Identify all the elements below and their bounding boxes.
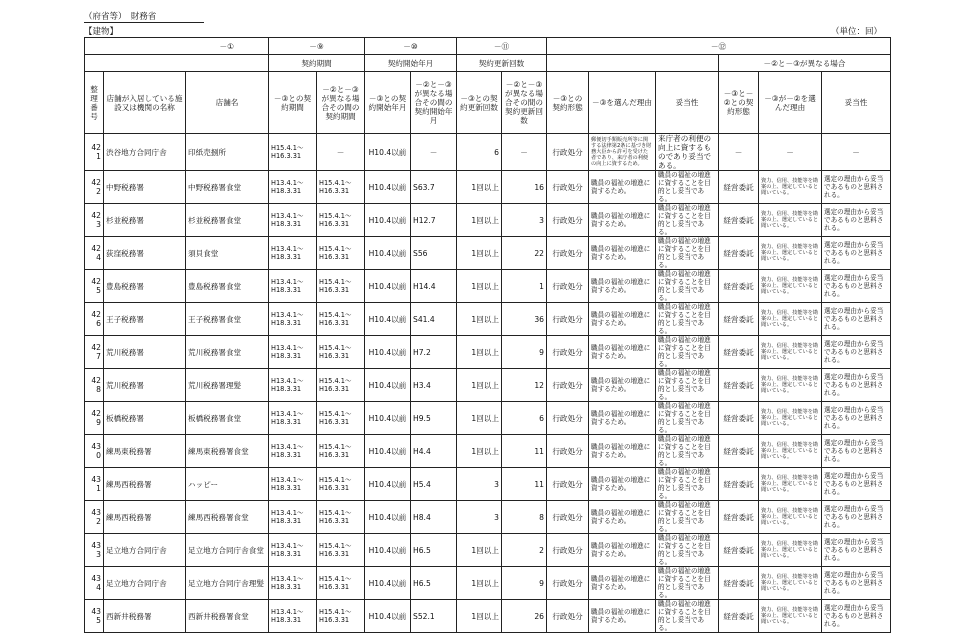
header-col12: －⑫	[547, 38, 891, 55]
contract-start-cell: H10.4以前	[365, 468, 411, 501]
contract-start-cell: H10.4以前	[365, 204, 411, 237]
contract-period-23-cell: H15.4.1～ H16.3.31	[317, 468, 365, 501]
contract-form-cell: 行政処分	[547, 534, 589, 567]
validity-cell: 来庁者の利便の向上に資するものであり妥当である。	[656, 134, 719, 171]
contract-period-23-cell: H15.4.1～ H16.3.31	[317, 534, 365, 567]
contract-form-cell: 行政処分	[547, 501, 589, 534]
contract-form-23-cell: 経営委託	[719, 369, 759, 402]
facility-cell: 足立地方合同庁舎	[104, 567, 186, 600]
selection-reason-cell: 職員の福祉の増進に資するため。	[589, 303, 656, 336]
table-row	[85, 402, 891, 435]
header-period-3: －③との契約期間	[269, 72, 317, 134]
row-number: 434	[85, 567, 104, 600]
validity-23-cell: 選定の理由から妥当であるものと思料される。	[822, 600, 891, 633]
shop-name-cell: 杉並税務署食堂	[186, 204, 269, 237]
validity-cell: 職員の福祉の増進に資することを目的とし妥当である。	[656, 303, 719, 336]
contract-start-23-cell: H5.4	[411, 468, 457, 501]
selection-reason-23-cell: 資力、信用、技能等を勘案の上、選定していると聞いている。	[759, 204, 822, 237]
selection-reason-cell: 職員の福祉の増進に資するため。	[589, 336, 656, 369]
contract-period-23-cell: －	[317, 134, 365, 171]
renewal-count-23-cell: 16	[502, 171, 547, 204]
contract-start-cell: H10.4以前	[365, 270, 411, 303]
shop-name-cell: 足立地方合同庁舎食堂	[186, 534, 269, 567]
renewal-count-cell: 1回以上	[457, 336, 502, 369]
table-row	[85, 204, 891, 237]
contract-period-cell: H13.4.1～ H18.3.31	[269, 369, 317, 402]
renewal-count-23-cell: 26	[502, 600, 547, 633]
contract-form-23-cell: 経営委託	[719, 435, 759, 468]
validity-23-cell: 選定の理由から妥当であるものと思料される。	[822, 501, 891, 534]
selection-reason-23-cell: －	[759, 134, 822, 171]
contract-start-cell: H10.4以前	[365, 534, 411, 567]
contract-start-cell: H10.4以前	[365, 134, 411, 171]
validity-cell: 職員の福祉の増進に資することを目的とし妥当である。	[656, 237, 719, 270]
shop-name-cell: 練馬西税務署食堂	[186, 501, 269, 534]
header-validity: 妥当性	[656, 72, 719, 134]
facility-cell: 西新井税務署	[104, 600, 186, 633]
table-header	[85, 38, 891, 134]
contract-form-23-cell: 経営委託	[719, 468, 759, 501]
ministry-label: （府省等） 財務省	[84, 12, 204, 23]
contract-start-23-cell: S41.4	[411, 303, 457, 336]
shop-name-cell: 板橋税務署食堂	[186, 402, 269, 435]
selection-reason-cell: 職員の福祉の増進に資するため。	[589, 567, 656, 600]
validity-cell: 職員の福祉の増進に資することを目的とし妥当である。	[656, 567, 719, 600]
facility-cell: 渋谷地方合同庁舎	[104, 134, 186, 171]
selection-reason-23-cell: 資力、信用、技能等を勘案の上、選定していると聞いている。	[759, 336, 822, 369]
contract-start-cell: H10.4以前	[365, 435, 411, 468]
contract-period-23-cell: H15.4.1～ H16.3.31	[317, 501, 365, 534]
contract-form-23-cell: －	[719, 134, 759, 171]
contract-period-23-cell: H15.4.1～ H16.3.31	[317, 336, 365, 369]
contract-form-23-cell: 経営委託	[719, 270, 759, 303]
validity-23-cell: 選定の理由から妥当であるものと思料される。	[822, 567, 891, 600]
row-number: 432	[85, 501, 104, 534]
renewal-count-cell: 3	[457, 468, 502, 501]
table-row	[85, 369, 891, 402]
facility-cell: 杉並税務署	[104, 204, 186, 237]
renewal-count-cell: 1回以上	[457, 567, 502, 600]
validity-23-cell: －	[822, 134, 891, 171]
table-row	[85, 134, 891, 171]
header-reason-3: －③を選んだ理由	[589, 72, 656, 134]
renewal-count-cell: 6	[457, 134, 502, 171]
contract-form-23-cell: 経営委託	[719, 237, 759, 270]
contract-start-cell: H10.4以前	[365, 237, 411, 270]
validity-23-cell: 選定の理由から妥当であるものと思料される。	[822, 336, 891, 369]
table-row	[85, 501, 891, 534]
validity-cell: 職員の福祉の増進に資することを目的とし妥当である。	[656, 534, 719, 567]
header-contract-start: 契約開始年月	[365, 55, 457, 72]
validity-23-cell: 選定の理由から妥当であるものと思料される。	[822, 303, 891, 336]
selection-reason-23-cell: 資力、信用、技能等を勘案の上、選定していると聞いている。	[759, 303, 822, 336]
renewal-count-23-cell: 12	[502, 369, 547, 402]
contract-start-23-cell: H4.4	[411, 435, 457, 468]
validity-23-cell: 選定の理由から妥当であるものと思料される。	[822, 468, 891, 501]
renewal-count-cell: 1回以上	[457, 270, 502, 303]
contract-form-23-cell: 経営委託	[719, 303, 759, 336]
table-row	[85, 600, 891, 633]
header-validity-2: 妥当性	[822, 72, 891, 134]
contract-form-23-cell: 経営委託	[719, 402, 759, 435]
header-form-23: －③と－②との契約形態	[719, 72, 759, 134]
contract-form-cell: 行政処分	[547, 402, 589, 435]
category-label: 【建物】	[84, 27, 119, 37]
shop-name-cell: 王子税務署食堂	[186, 303, 269, 336]
contract-form-cell: 行政処分	[547, 134, 589, 171]
row-number: 431	[85, 468, 104, 501]
contract-form-cell: 行政処分	[547, 171, 589, 204]
renewal-count-23-cell: 9	[502, 567, 547, 600]
header-facility: 店舗が入居している施設又は機関の名称	[104, 72, 186, 134]
renewal-count-23-cell: 2	[502, 534, 547, 567]
contract-period-23-cell: H15.4.1～ H16.3.31	[317, 270, 365, 303]
contract-form-23-cell: 経営委託	[719, 171, 759, 204]
table-row	[85, 435, 891, 468]
contract-form-cell: 行政処分	[547, 600, 589, 633]
contract-period-23-cell: H15.4.1～ H16.3.31	[317, 303, 365, 336]
renewal-count-cell: 1回以上	[457, 435, 502, 468]
contract-period-23-cell: H15.4.1～ H16.3.31	[317, 435, 365, 468]
row-number: 423	[85, 204, 104, 237]
unit-label: （単位：回）	[830, 27, 882, 37]
contract-period-23-cell: H15.4.1～ H16.3.31	[317, 171, 365, 204]
validity-23-cell: 選定の理由から妥当であるものと思料される。	[822, 204, 891, 237]
facility-cell: 荒川税務署	[104, 369, 186, 402]
row-number: 427	[85, 336, 104, 369]
table-row	[85, 468, 891, 501]
renewal-count-23-cell: －	[502, 134, 547, 171]
facility-cell: 王子税務署	[104, 303, 186, 336]
facility-cell: 中野税務署	[104, 171, 186, 204]
contract-period-cell: H13.4.1～ H18.3.31	[269, 303, 317, 336]
validity-cell: 職員の福祉の増進に資することを目的とし妥当である。	[656, 468, 719, 501]
contract-start-23-cell: H6.5	[411, 534, 457, 567]
selection-reason-23-cell: 資力、信用、技能等を勘案の上、選定していると聞いている。	[759, 369, 822, 402]
shop-name-cell: 須貝食堂	[186, 237, 269, 270]
renewal-count-cell: 1回以上	[457, 237, 502, 270]
validity-23-cell: 選定の理由から妥当であるものと思料される。	[822, 534, 891, 567]
validity-cell: 職員の福祉の増進に資することを目的とし妥当である。	[656, 270, 719, 303]
table-row	[85, 336, 891, 369]
header-form-3: －③との契約形態	[547, 72, 589, 134]
contract-table	[84, 37, 891, 633]
header-col9: －⑨	[269, 38, 365, 55]
contract-period-cell: H13.4.1～ H18.3.31	[269, 237, 317, 270]
contract-start-23-cell: H9.5	[411, 402, 457, 435]
selection-reason-cell: 職員の福祉の増進に資するため。	[589, 237, 656, 270]
contract-form-cell: 行政処分	[547, 204, 589, 237]
contract-start-cell: H10.4以前	[365, 171, 411, 204]
selection-reason-cell: 職員の福祉の増進に資するため。	[589, 501, 656, 534]
renewal-count-cell: 1回以上	[457, 303, 502, 336]
selection-reason-23-cell: 資力、信用、技能等を勘案の上、選定していると聞いている。	[759, 237, 822, 270]
contract-start-23-cell: －	[411, 134, 457, 171]
contract-start-cell: H10.4以前	[365, 501, 411, 534]
validity-23-cell: 選定の理由から妥当であるものと思料される。	[822, 270, 891, 303]
contract-form-cell: 行政処分	[547, 435, 589, 468]
contract-period-cell: H13.4.1～ H18.3.31	[269, 336, 317, 369]
contract-period-cell: H13.4.1～ H18.3.31	[269, 270, 317, 303]
contract-start-cell: H10.4以前	[365, 369, 411, 402]
contract-start-cell: H10.4以前	[365, 336, 411, 369]
facility-cell: 豊島税務署	[104, 270, 186, 303]
contract-period-cell: H13.4.1～ H18.3.31	[269, 468, 317, 501]
selection-reason-cell: 職員の福祉の増進に資するため。	[589, 204, 656, 237]
facility-cell: 荒川税務署	[104, 336, 186, 369]
contract-period-23-cell: H15.4.1～ H16.3.31	[317, 369, 365, 402]
row-number: 429	[85, 402, 104, 435]
header-start-3: －③との契約開始年月	[365, 72, 411, 134]
selection-reason-23-cell: 資力、信用、技能等を勘案の上、選定していると聞いている。	[759, 501, 822, 534]
shop-name-cell: 西新井税務署食堂	[186, 600, 269, 633]
contract-start-cell: H10.4以前	[365, 600, 411, 633]
table-row	[85, 534, 891, 567]
contract-period-23-cell: H15.4.1～ H16.3.31	[317, 600, 365, 633]
header-renew-23: －②と－③が異なる場合その間の契約更新回数	[502, 72, 547, 134]
selection-reason-cell: 職員の福祉の増進に資するため。	[589, 270, 656, 303]
contract-start-23-cell: S63.7	[411, 171, 457, 204]
renewal-count-cell: 1回以上	[457, 369, 502, 402]
contract-start-cell: H10.4以前	[365, 402, 411, 435]
contract-period-cell: H13.4.1～ H18.3.31	[269, 501, 317, 534]
contract-form-23-cell: 経営委託	[719, 567, 759, 600]
selection-reason-23-cell: 資力、信用、技能等を勘案の上、選定していると聞いている。	[759, 600, 822, 633]
row-number: 433	[85, 534, 104, 567]
contract-period-cell: H13.4.1～ H18.3.31	[269, 600, 317, 633]
contract-form-23-cell: 経営委託	[719, 204, 759, 237]
header-renew-3: －③との契約更新回数	[457, 72, 502, 134]
validity-cell: 職員の福祉の増進に資することを目的とし妥当である。	[656, 600, 719, 633]
table-row	[85, 567, 891, 600]
shop-name-cell: 荒川税務署食堂	[186, 336, 269, 369]
contract-period-23-cell: H15.4.1～ H16.3.31	[317, 402, 365, 435]
shop-name-cell: ハッピー	[186, 468, 269, 501]
contract-period-cell: H15.4.1～ H16.3.31	[269, 134, 317, 171]
contract-form-cell: 行政処分	[547, 336, 589, 369]
selection-reason-cell: 職員の福祉の増進に資するため。	[589, 600, 656, 633]
header-shop-name: 店舗名	[186, 72, 269, 134]
row-number: 426	[85, 303, 104, 336]
selection-reason-cell: 郵便切手類販売所等に関する法律第2条に基づき財務大臣から許可を受けた者であり、来庁者の利便の向上に資するため。	[589, 134, 656, 171]
contract-start-cell: H10.4以前	[365, 303, 411, 336]
validity-cell: 職員の福祉の増進に資することを目的とし妥当である。	[656, 336, 719, 369]
header-contract-period: 契約期間	[269, 55, 365, 72]
shop-name-cell: 荒川税務署理髪	[186, 369, 269, 402]
renewal-count-23-cell: 9	[502, 336, 547, 369]
facility-cell: 練馬東税務署	[104, 435, 186, 468]
contract-period-cell: H13.4.1～ H18.3.31	[269, 534, 317, 567]
shop-name-cell: 足立地方合同庁舎理髪	[186, 567, 269, 600]
table-row	[85, 237, 891, 270]
contract-start-23-cell: H3.4	[411, 369, 457, 402]
renewal-count-23-cell: 22	[502, 237, 547, 270]
contract-start-23-cell: S52.1	[411, 600, 457, 633]
contract-period-23-cell: H15.4.1～ H16.3.31	[317, 567, 365, 600]
renewal-count-23-cell: 8	[502, 501, 547, 534]
selection-reason-23-cell: 資力、信用、技能等を勘案の上、選定していると聞いている。	[759, 435, 822, 468]
renewal-count-23-cell: 11	[502, 468, 547, 501]
facility-cell: 練馬西税務署	[104, 468, 186, 501]
facility-cell: 足立地方合同庁舎	[104, 534, 186, 567]
contract-period-cell: H13.4.1～ H18.3.31	[269, 171, 317, 204]
facility-cell: 板橋税務署	[104, 402, 186, 435]
header-reason-23: －③が－②を選んだ理由	[759, 72, 822, 134]
selection-reason-cell: 職員の福祉の増進に資するため。	[589, 171, 656, 204]
contract-start-23-cell: H6.5	[411, 567, 457, 600]
selection-reason-23-cell: 資力、信用、技能等を勘案の上、選定していると聞いている。	[759, 567, 822, 600]
contract-start-23-cell: H12.7	[411, 204, 457, 237]
validity-cell: 職員の福祉の増進に資することを目的とし妥当である。	[656, 369, 719, 402]
selection-reason-23-cell: 資力、信用、技能等を勘案の上、選定していると聞いている。	[759, 468, 822, 501]
renewal-count-cell: 1回以上	[457, 171, 502, 204]
shop-name-cell: 練馬東税務署食堂	[186, 435, 269, 468]
shop-name-cell: 印紙売捌所	[186, 134, 269, 171]
selection-reason-23-cell: 資力、信用、技能等を勘案の上、選定していると聞いている。	[759, 402, 822, 435]
contract-period-cell: H13.4.1～ H18.3.31	[269, 204, 317, 237]
contract-start-23-cell: H8.4	[411, 501, 457, 534]
header-renewals: 契約更新回数	[457, 55, 547, 72]
shop-name-cell: 豊島税務署食堂	[186, 270, 269, 303]
validity-23-cell: 選定の理由から妥当であるものと思料される。	[822, 369, 891, 402]
contract-form-23-cell: 経営委託	[719, 600, 759, 633]
header-diff-case: －②と－③が異なる場合	[719, 55, 891, 72]
table-row	[85, 303, 891, 336]
renewal-count-23-cell: 36	[502, 303, 547, 336]
selection-reason-23-cell: 資力、信用、技能等を勘案の上、選定していると聞いている。	[759, 270, 822, 303]
selection-reason-23-cell: 資力、信用、技能等を勘案の上、選定していると聞いている。	[759, 534, 822, 567]
contract-start-23-cell: H7.2	[411, 336, 457, 369]
contract-form-cell: 行政処分	[547, 468, 589, 501]
contract-start-23-cell: H14.4	[411, 270, 457, 303]
row-number: 422	[85, 171, 104, 204]
selection-reason-cell: 職員の福祉の増進に資するため。	[589, 534, 656, 567]
row-number: 424	[85, 237, 104, 270]
contract-period-23-cell: H15.4.1～ H16.3.31	[317, 237, 365, 270]
validity-23-cell: 選定の理由から妥当であるものと思料される。	[822, 435, 891, 468]
contract-period-23-cell: H15.4.1～ H16.3.31	[317, 204, 365, 237]
validity-23-cell: 選定の理由から妥当であるものと思料される。	[822, 402, 891, 435]
renewal-count-23-cell: 6	[502, 402, 547, 435]
renewal-count-23-cell: 11	[502, 435, 547, 468]
row-number: 435	[85, 600, 104, 633]
validity-cell: 職員の福祉の増進に資することを目的とし妥当である。	[656, 435, 719, 468]
contract-period-cell: H13.4.1～ H18.3.31	[269, 402, 317, 435]
renewal-count-23-cell: 1	[502, 270, 547, 303]
selection-reason-23-cell: 資力、信用、技能等を勘案の上、選定していると聞いている。	[759, 171, 822, 204]
contract-start-cell: H10.4以前	[365, 567, 411, 600]
header-period-23: －②と－③が異なる場合その間の契約期間	[317, 72, 365, 134]
renewal-count-cell: 1回以上	[457, 204, 502, 237]
header-seq-no: 整理番号	[85, 72, 104, 134]
row-number: 421	[85, 134, 104, 171]
facility-cell: 練馬西税務署	[104, 501, 186, 534]
row-number: 425	[85, 270, 104, 303]
facility-cell: 荻窪税務署	[104, 237, 186, 270]
contract-form-23-cell: 経営委託	[719, 534, 759, 567]
selection-reason-cell: 職員の福祉の増進に資するため。	[589, 435, 656, 468]
table-body	[85, 134, 891, 633]
validity-cell: 職員の福祉の増進に資することを目的とし妥当である。	[656, 402, 719, 435]
validity-23-cell: 選定の理由から妥当であるものと思料される。	[822, 237, 891, 270]
validity-cell: 職員の福祉の増進に資することを目的とし妥当である。	[656, 204, 719, 237]
renewal-count-cell: 1回以上	[457, 600, 502, 633]
selection-reason-cell: 職員の福祉の増進に資するため。	[589, 402, 656, 435]
contract-form-23-cell: 経営委託	[719, 336, 759, 369]
contract-period-cell: H13.4.1～ H18.3.31	[269, 567, 317, 600]
validity-cell: 職員の福祉の増進に資することを目的とし妥当である。	[656, 501, 719, 534]
contract-period-cell: H13.4.1～ H18.3.31	[269, 435, 317, 468]
header-col11: －⑪	[457, 38, 547, 55]
contract-start-23-cell: S56	[411, 237, 457, 270]
contract-form-cell: 行政処分	[547, 369, 589, 402]
header-col10: －⑩	[365, 38, 457, 55]
renewal-count-cell: 3	[457, 501, 502, 534]
selection-reason-cell: 職員の福祉の増進に資するため。	[589, 468, 656, 501]
contract-form-cell: 行政処分	[547, 303, 589, 336]
row-number: 430	[85, 435, 104, 468]
shop-name-cell: 中野税務署食堂	[186, 171, 269, 204]
renewal-count-cell: 1回以上	[457, 402, 502, 435]
selection-reason-cell: 職員の福祉の増進に資するため。	[589, 369, 656, 402]
contract-form-cell: 行政処分	[547, 270, 589, 303]
validity-cell: 職員の福祉の増進に資することを目的とし妥当である。	[656, 171, 719, 204]
table-row	[85, 171, 891, 204]
header-start-23: －②と－③が異なる場合その間の契約開始年月	[411, 72, 457, 134]
contract-form-cell: 行政処分	[547, 237, 589, 270]
contract-form-23-cell: 経営委託	[719, 501, 759, 534]
validity-23-cell: 選定の理由から妥当であるものと思料される。	[822, 171, 891, 204]
table-row	[85, 270, 891, 303]
row-number: 428	[85, 369, 104, 402]
header-col1: －①	[186, 38, 269, 55]
contract-form-cell: 行政処分	[547, 567, 589, 600]
renewal-count-23-cell: 3	[502, 204, 547, 237]
renewal-count-cell: 1回以上	[457, 534, 502, 567]
